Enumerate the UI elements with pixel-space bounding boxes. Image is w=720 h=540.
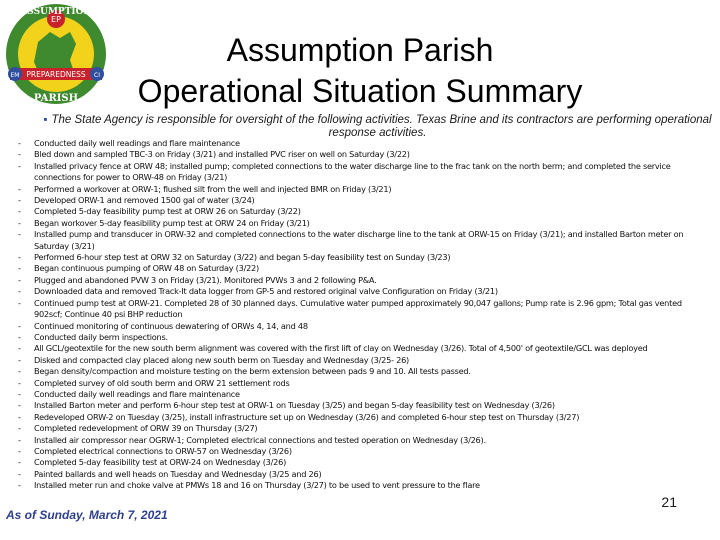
list-item: - Began workover 5-day feasibility pump test at ORW 24 on Friday (3/21) (18, 218, 698, 229)
list-item: - Completed electrical connections to ORW-57 on Wednesday (3/26) (18, 446, 698, 457)
title-line-1: Assumption Parish (226, 32, 494, 68)
list-item: - Conducted daily well readings and flare maintenance (18, 138, 698, 149)
page-title (110, 30, 610, 112)
list-item: - Developed ORW-1 and removed 1500 gal of water (3/24) (18, 195, 698, 206)
list-item: - Installed air compressor near OGRW-1; Completed electrical connections and tested operation on Wednesday (3/26). (18, 435, 698, 446)
seal-ribbon-text: PREPAREDNESS (26, 70, 86, 79)
list-item: - Performed 6-hour step test at ORW 32 on Saturday (3/22) and began 5-day feasibility test on Sunday (3/23) (18, 252, 698, 263)
list-item: - Completed 5-day feasibility pump test at ORW 26 on Saturday (3/22) (18, 206, 698, 217)
intro-statement (40, 114, 715, 140)
list-item: - Conducted daily well readings and flare maintenance (18, 389, 698, 400)
activity-list (18, 138, 698, 492)
list-item: - Began continuous pumping of ORW 48 on Saturday (3/22) (18, 263, 698, 274)
list-item: - Completed redevelopment of ORW 39 on Thursday (3/27) (18, 423, 698, 434)
list-item: - Installed pump and transducer in ORW-32 and completed connections to the water discharge line to the tank at ORW-15 on Friday (3/21); and installed Barton meter on Saturday (3/21) (18, 229, 698, 252)
intro-text: The State Agency is responsible for oversight of the following activities. Texas Brine and its contractors are performing operational response activities. (51, 114, 712, 139)
page-number: 21 (661, 494, 677, 510)
parish-seal-logo (4, 2, 108, 106)
seal-right-badge-text: CI (94, 72, 100, 79)
list-item: - Redeveloped ORW-2 on Tuesday (3/25), install infrastructure set up on Wednesday (3/26) and completed 6-hour step test on Thursday (3/27) (18, 412, 698, 423)
parish-seal-graphic (4, 2, 108, 106)
list-item: - Continued monitoring of continuous dewatering of ORWs 4, 14, and 48 (18, 321, 698, 332)
seal-bottom-text: PARISH (33, 93, 79, 104)
list-item: - Disked and compacted clay placed along new south berm on Tuesday and Wednesday (3/25- 26) (18, 355, 698, 366)
list-item: - Began density/compaction and moisture testing on the berm extension between pads 9 and 10. All tests passed. (18, 366, 698, 377)
list-item: - Installed meter run and choke valve at PMWs 18 and 16 on Thursday (3/27) to be used to vent pressure to the flare (18, 480, 698, 491)
bullet-icon: ▪ (43, 114, 48, 126)
list-item: - Performed a workover at ORW-1; flushed silt from the well and injected BMR on Friday (3/21) (18, 184, 698, 195)
list-item: - Installed privacy fence at ORW 48; installed pump; completed connections to the water discharge line to the frac tank on the north berm; and completed the service connections for power to ORW-48 on Friday (3/21) (18, 161, 698, 184)
as-of-date: As of Sunday, March 7, 2021 (6, 508, 168, 522)
list-item: - Continued pump test at ORW-21. Completed 28 of 30 planned days. Cumulative water pumped approximately 90,047 gallons; Pump rate is 2.96 gpm; Total gas vented 902scf; Continue 40 psi BHP reduction (18, 298, 698, 321)
list-item: - Completed 5-day feasibility test at ORW-24 on Wednesday (3/26) (18, 457, 698, 468)
list-item: - Plugged and abandoned PVW 3 on Friday (3/21). Monitored PVWs 3 and 2 following P&A. (18, 275, 698, 286)
seal-left-badge-text: EM (10, 72, 20, 79)
list-item: - Completed survey of old south berm and ORW 21 settlement rods (18, 378, 698, 389)
list-item: - Installed Barton meter and perform 6-hour step test at ORW-1 on Tuesday (3/25) and began 5-day feasibility test on Wednesday (3/26) (18, 400, 698, 411)
list-item: - Painted ballards and well heads on Tuesday and Wednesday (3/25 and 26) (18, 469, 698, 480)
list-item: - Downloaded data and removed Track-It data logger from GP-5 and restored original valve Configuration on Friday (3/21) (18, 286, 698, 297)
list-item: - Conducted daily berm inspections. (18, 332, 698, 343)
seal-top-text: ASSUMPTION (20, 7, 92, 17)
seal-top-badge-text: EP (51, 15, 61, 24)
list-item: - Bled down and sampled TBC-3 on Friday (3/21) and installed PVC riser on well on Saturday (3/22) (18, 149, 698, 160)
title-line-2: Operational Situation Summary (137, 73, 583, 109)
list-item: - All GCL/geotextile for the new south berm alignment was covered with the first lift of clay on Wednesday (3/26). Total of 4,500' of geotextile/GCL was deployed (18, 343, 698, 354)
